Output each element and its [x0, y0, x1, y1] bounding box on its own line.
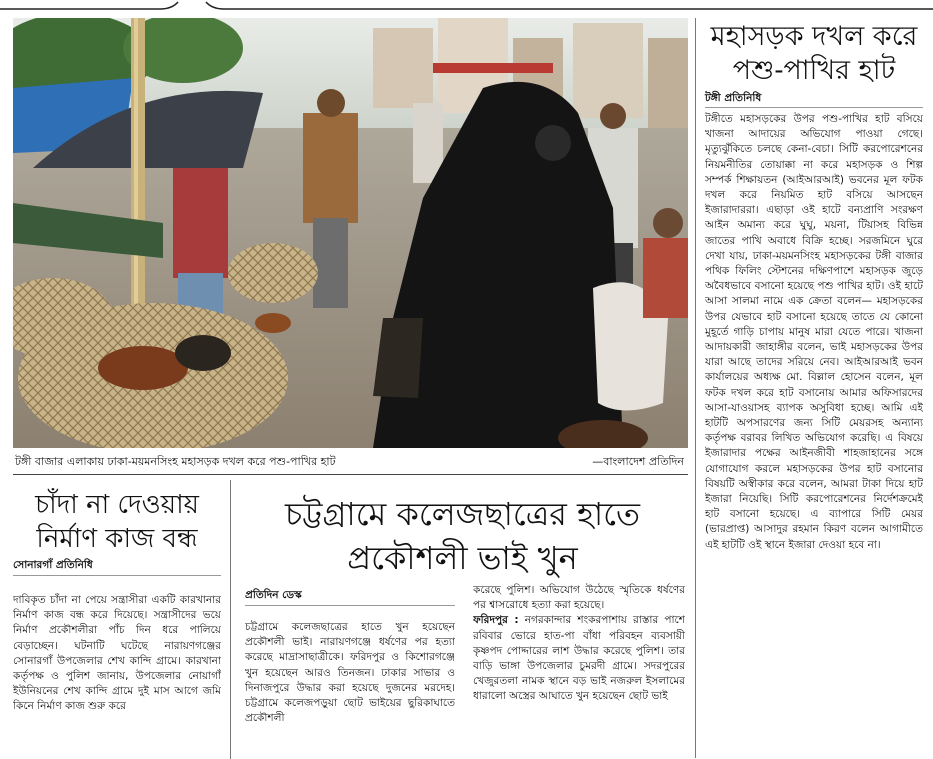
right-byline-rule: [705, 107, 923, 108]
center-headline-line-2: প্রকৌশলী ভাই খুন: [347, 539, 578, 577]
photo-caption-row: [13, 452, 688, 472]
center-col2-dateline: ফরিদপুর :: [473, 614, 519, 627]
right-headline-line-1: মহাসড়ক দখল করে: [710, 21, 918, 52]
right-story-body: [705, 112, 923, 757]
left-story-paragraph: দাবিকৃত চাঁদা না পেয়ে সন্ত্রাসীরা একটি কারখানার নির্মাণ কাজ বন্ধ করে দিয়েছে। সন্ত্রাসীদের ভয়ে নির্মাণ প্রকৌশলীরা পাঁচ দিন ধরে পালিয়ে বেড়াচ্ছেন। ঘটনাটি ঘটেছে নারায়ণগঞ্জের সোনারগাঁ উপজেলার শেখ কান্দি গ্রামে। কারখানা কর্তৃপক্ষ ও পুলিশ জানায়, উপজেলার নোয়াগাঁ ইউনিয়নের শেখ কান্দি গ্রামে দুই মাস আগে জমি কিনে নির্মাণ কাজ শুরু করে: [13, 594, 221, 713]
column-divider-left: [230, 480, 231, 759]
center-byline-rule: [245, 605, 455, 606]
news-photo: [13, 18, 688, 448]
left-story-headline: [13, 488, 221, 556]
right-headline-line-2: পশু-পাখির হাট: [732, 55, 896, 86]
center-story-byline: প্রতিদিন ডেস্ক: [245, 589, 302, 601]
page-top-frame: [0, 0, 933, 12]
column-divider-right: [695, 18, 696, 758]
market-scene-illustration: [13, 18, 688, 448]
left-byline-rule: [13, 575, 221, 576]
right-story-headline: [700, 20, 928, 88]
center-story-column-1: [245, 620, 455, 759]
center-col2-intro: করেছে পুলিশ। অভিযোগ উঠেছে স্মৃতিকে ধর্ষণের পর শ্বাসরোধে হত্যা করা হয়েছে।: [473, 584, 685, 612]
center-story-headline: [240, 492, 685, 580]
photo-credit: —বাংলাদেশ প্রতিদিন: [592, 455, 684, 468]
center-story-column-2: [473, 583, 685, 759]
left-story-body: [13, 593, 221, 759]
right-story-paragraph: টঙ্গীতে মহাসড়কের উপর পশু-পাখির হাট বসিয়ে খাজনা আদায়ের অভিযোগ পাওয়া গেছে। মৃত্যুঝুঁকিতে চলছে কেনা-বেচা। সিটি করপোরেশনের নিয়মনীতির তোয়াক্কা না করে মহাসড়ক ও শিল্প সম্পর্ক শিক্ষায়তন (আইআরআই) ভবনের মূল ফটক দখল করে নিয়মিত হাট বসিয়ে আসছেন ইজারাদাররা। এছাড়া ওই হাটে বন্যপ্রাণি সংরক্ষণ আইন অমান্য করে ঘুঘু, ময়না, টিয়াসহ বিভিন্ন জাতের পাখি অবাধে বিক্রি হচ্ছে। সরজমিনে ঘুরে দেখা যায়, ঢাকা-ময়মনসিংহ মহাসড়কের টঙ্গী বাজার পথিক ফিলিং স্টেশনের দক্ষিণপাশে মহাসড়ক জুড়ে অবৈধভাবে বসানো হয়েছে পশু পাখির হাট। ওই হাটে আসা সালমা নামে এক ক্রেতা বলেন— মহাসড়কের উপর যেভাবে হাট বসানো হয়েছে তাতে যে কোনো মুহূর্তে গাড়ি চাপায় মানুষ মারা যেতে পারে। খাজনা আদায়কারী জাহাঙ্গীর বলেন, ভাই মহাসড়কের উপর যারা আছে তাদের সরিয়ে নেব। আইআরআই ভবন কার্যালয়ের অধ্যক্ষ মো. বিল্লাল হোসেন বলেন, মূল ফটক দখল করে হাট বসানোয় আমার অফিসারদের আসা-যাওয়াসহ ব্যাপক অসুবিধা হচ্ছে। আমি এই হাটটি অপসারণের জন্য সিটি মেয়রসহ অন্যান্য কর্তৃপক্ষ বরাবর লিখিত অভিযোগ করেছি। এ বিষয়ে ইজারাদার পক্ষের আইনজীবী শাহজাহানের সঙ্গে যোগাযোগ করলে মহাসড়কের উপর হাট বসানোর বিষয়টি অস্বীকার করে বলেন, আমরা টাকা দিয়ে হাট ইজারা নিয়েছি। সিটি করপোরেশনের নির্দেশক্রমেই হাট বসানো হয়েছে। এ ব্যাপারে সিটি মেয়র (ভারপ্রাপ্ত) আসাদুর রহমান কিরণ বলেন আগামীতে এই হাটটি ওই স্থানে ইজারা দেওয়া হবে না।: [705, 113, 923, 551]
left-headline-line-1: চাঁদা না দেওয়ায়: [35, 490, 199, 520]
center-col1-paragraph: চট্টগ্রামে কলেজছাত্রের হাতে খুন হয়েছেন প্রকৌশলী ভাই। নারায়ণগঞ্জে ধর্ষণের পর হত্যা করেছে মাদ্রাসাছাত্রীকে। ফরিদপুর ও কিশোরগঞ্জে খুন হয়েছেন আরও তিনজন। ঢাকার সাভার ও দিনাজপুরে উদ্ধার করা হয়েছে দুজনের মরদেহ। চট্টগ্রামে কলেজপড়ুয়া ছোট ভাইয়ের ছুরিকাঘাতে প্রকৌশলী: [245, 621, 455, 725]
photo-caption: টঙ্গী বাজার এলাকায় ঢাকা-ময়মনসিংহ মহাসড়ক দখল করে পশু-পাখির হাট: [15, 455, 336, 468]
left-headline-line-2: নির্মাণ কাজ বন্ধ: [36, 524, 198, 554]
center-col2-paragraph: নগরকান্দার শংকরপাশায় রাস্তার পাশে রবিবার ভোরে হাত-পা বাঁধা পরিবহন ব্যবসায়ী কৃষ্ণপদ পোদ্দারের লাশ উদ্ধার করেছে পুলিশ। তার বাড়ি ভাঙ্গা উপজেলার চুমরদী গ্রামে। সদরপুরের খেজুরতলা নামক স্থানে বড় ভাই নজরুল ইসলামের ধারালো অস্ত্রের আঘাতে খুন হয়েছেন ছোট ভাই: [473, 614, 685, 703]
caption-divider: [13, 474, 688, 475]
right-story-byline: টঙ্গী প্রতিনিধি: [705, 92, 762, 104]
left-story-byline: সোনারগাঁ প্রতিনিধি: [13, 559, 93, 571]
center-headline-line-1: চট্টগ্রামে কলেজছাত্রের হাতে: [285, 495, 640, 533]
